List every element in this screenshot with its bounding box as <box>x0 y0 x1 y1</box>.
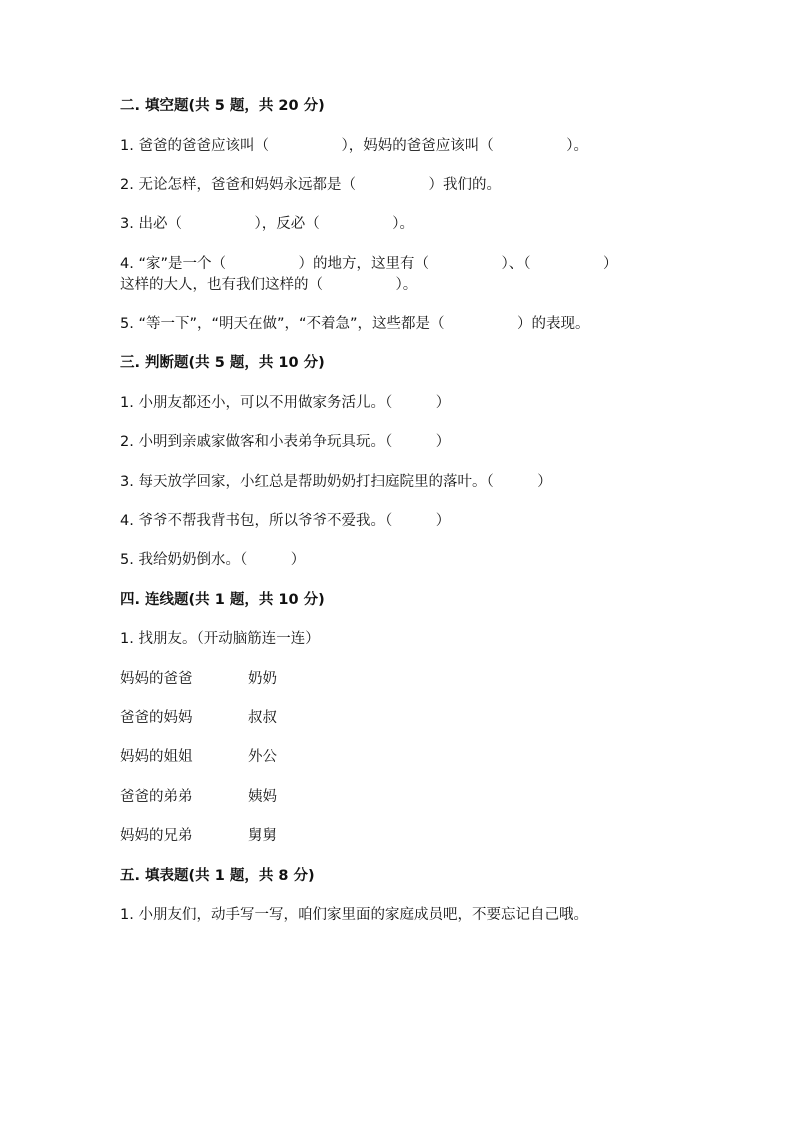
match-left-item: 爸爸的妈妈 <box>120 710 193 726</box>
match-right-item: 奶奶 <box>248 671 277 687</box>
section-heading-true-false: 三. 判断题(共 5 题，共 10 分) <box>120 355 325 371</box>
match-right-item: 舅舅 <box>248 828 277 844</box>
match-right-item: 叔叔 <box>248 710 277 726</box>
section-heading-fill-table: 五. 填表题(共 1 题，共 8 分) <box>120 868 315 884</box>
match-left-item: 爸爸的弟弟 <box>120 789 193 805</box>
question-3-1: 1. 小朋友都还小，可以不用做家务活儿。（ ） <box>120 395 451 411</box>
question-2-1: 1. 爸爸的爸爸应该叫（ ），妈妈的爸爸应该叫（ ）。 <box>120 138 588 154</box>
question-3-5: 5. 我给奶奶倒水。（ ） <box>120 552 306 568</box>
match-right-item: 外公 <box>248 749 277 765</box>
match-left-item: 妈妈的兄弟 <box>120 828 193 844</box>
question-2-5: 5. “等一下”，“明天在做”，“不着急”，这些都是（ ）的表现。 <box>120 316 590 332</box>
question-3-2: 2. 小明到亲戚家做客和小表弟争玩具玩。（ ） <box>120 434 451 450</box>
match-left-item: 妈妈的爸爸 <box>120 671 193 687</box>
match-right-item: 姨妈 <box>248 789 277 805</box>
section-heading-matching: 四. 连线题(共 1 题，共 10 分) <box>120 592 325 608</box>
question-3-4: 4. 爷爷不帮我背书包，所以爷爷不爱我。（ ） <box>120 513 451 529</box>
question-2-4-line2: 这样的大人，也有我们这样的（ ）。 <box>120 277 418 293</box>
question-4-1: 1. 找朋友。（开动脑筋连一连） <box>120 631 320 647</box>
question-3-3: 3. 每天放学回家，小红总是帮助奶奶打扫庭院里的落叶。（ ） <box>120 474 552 490</box>
section-heading-fill-blank: 二. 填空题(共 5 题，共 20 分) <box>120 98 325 114</box>
question-2-3: 3. 出必（ ），反必（ ）。 <box>120 216 414 232</box>
question-5-1: 1. 小朋友们，动手写一写，咱们家里面的家庭成员吧，不要忘记自己哦。 <box>120 907 588 923</box>
question-2-2: 2. 无论怎样，爸爸和妈妈永远都是（ ）我们的。 <box>120 177 501 193</box>
match-left-item: 妈妈的姐姐 <box>120 749 193 765</box>
question-2-4-line1: 4. “家”是一个（ ）的地方，这里有（ ）、（ ） <box>120 256 618 272</box>
